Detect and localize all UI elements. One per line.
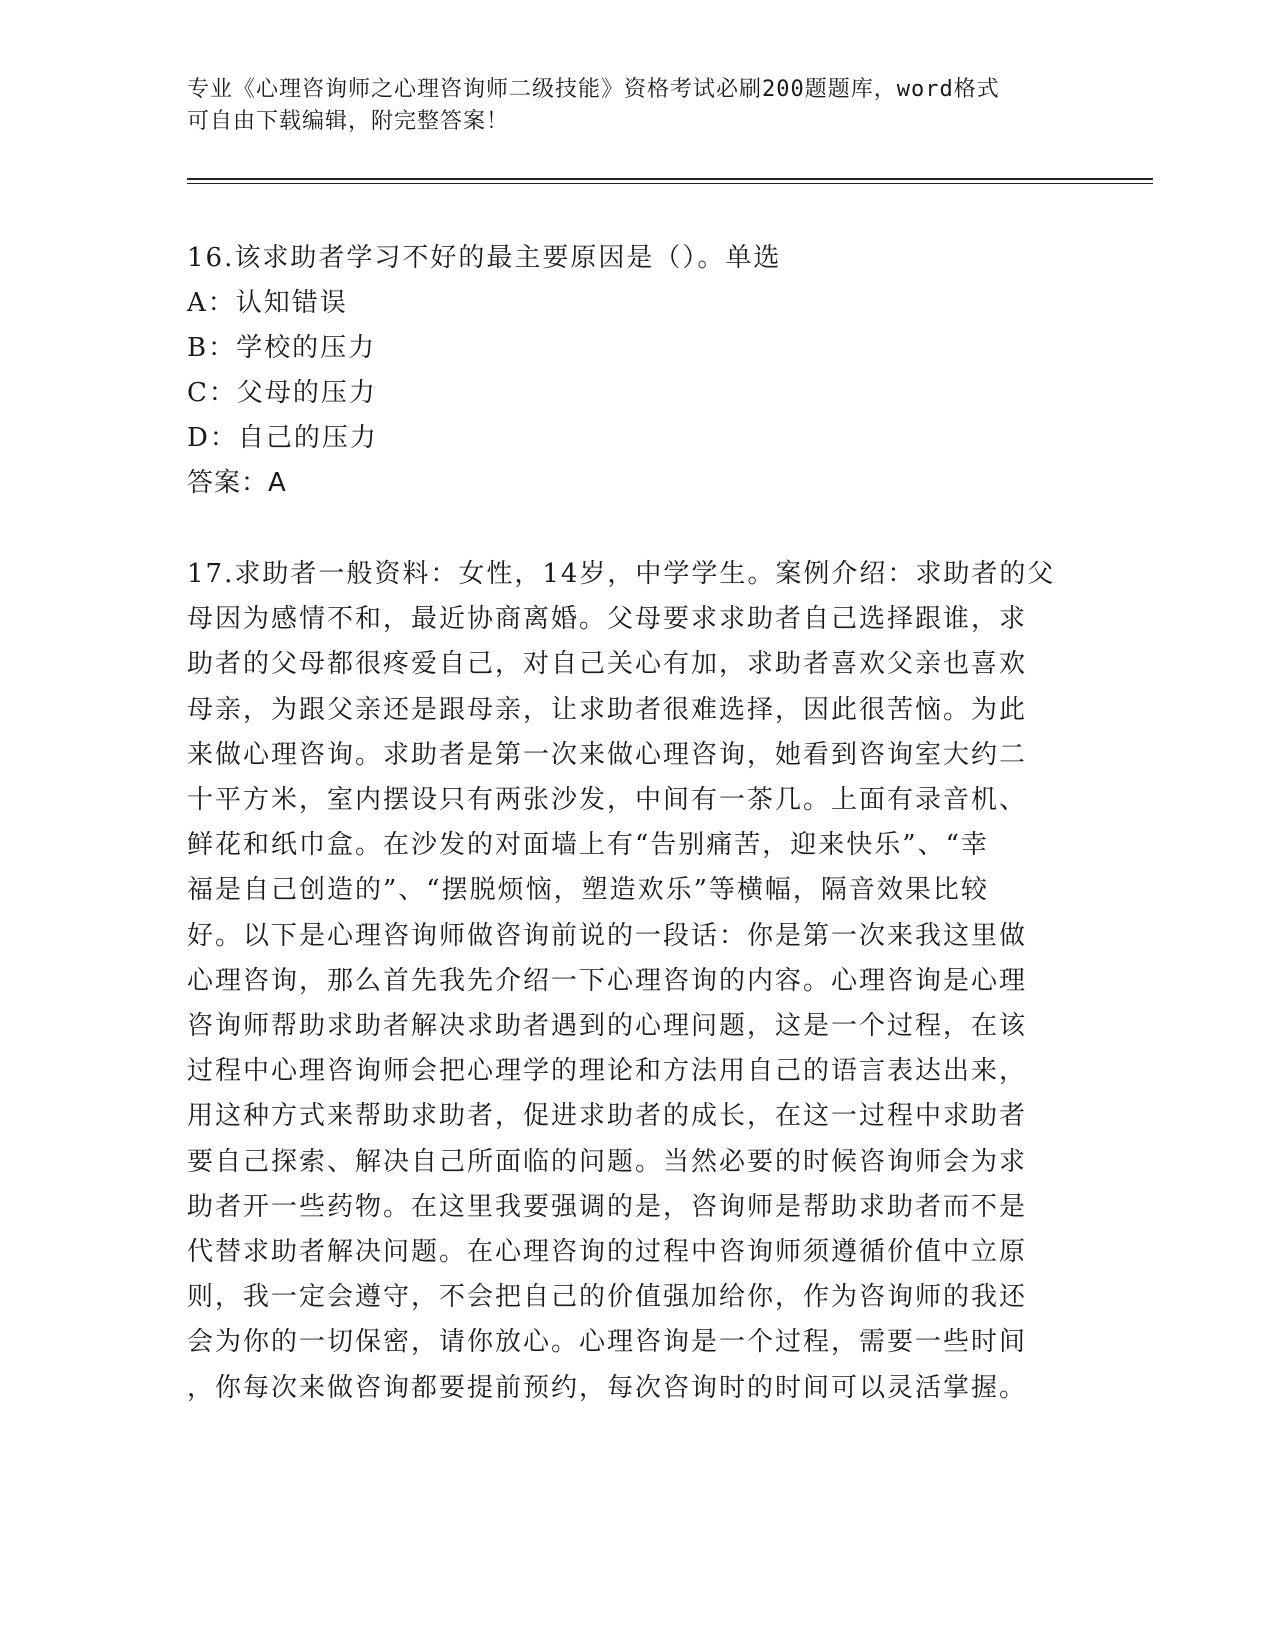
paragraph-line: 助者开一些药物。在这里我要强调的是，咨询师是帮助求助者而不是 [187,1191,1028,1222]
paragraph-line: 代替求助者解决问题。在心理咨询的过程中咨询师须遵循价值中立原 [187,1237,1028,1268]
paragraph-line: 则，我一定会遵守，不会把自己的价值强加给你，作为咨询师的我还 [187,1282,1028,1313]
question-stem: 16.该求助者学习不好的最主要原因是（）。单选 [187,243,782,273]
paragraph-line: 鲜花和纸巾盒。在沙发的对面墙上有“告别痛苦，迎来快乐”、“幸 [187,830,989,861]
header-divider-thick [187,178,1153,180]
paragraph-line: 福是自己创造的”、“摆脱烦恼，塑造欢乐”等横幅，隔音效果比较 [187,875,989,906]
paragraph-line: 十平方米，室内摆设只有两张沙发，中间有一茶几。上面有录音机、 [187,785,1028,816]
paragraph-line: 助者的父母都很疼爱自己，对自己关心有加，求助者喜欢父亲也喜欢 [187,649,1028,680]
paragraph-line: ，你每次来做咨询都要提前预约，每次咨询时的时间可以灵活掌握。 [187,1372,1028,1403]
header-line-1: 专业《心理咨询师之心理咨询师二级技能》资格考试必刷200题题库，word格式 [187,77,1000,102]
header-divider-thin [187,183,1153,184]
paragraph-line: 要自己探索、解决自己所面临的问题。当然必要的时候咨询师会为求 [187,1146,1028,1177]
document-header [187,74,1067,138]
question-16 [187,236,1087,506]
paragraph-line: 来做心理咨询。求助者是第一次来做心理咨询，她看到咨询室大约二 [187,739,1028,770]
header-line-2: 可自由下载编辑，附完整答案！ [187,109,510,134]
question-17 [187,552,1087,1411]
paragraph-line: 17.求助者一般资料：女性，14岁，中学学生。案例介绍：求助者的父 [187,559,1056,589]
paragraph-line: 母因为感情不和，最近协商离婚。父母要求求助者自己选择跟谁，求 [187,604,1028,635]
paragraph-line: 用这种方式来帮助求助者，促进求助者的成长，在这一过程中求助者 [187,1101,1028,1132]
paragraph-line: 母亲，为跟父亲还是跟母亲，让求助者很难选择，因此很苦恼。为此 [187,694,1028,725]
option-b: B：学校的压力 [187,333,377,363]
option-d: D：自己的压力 [187,423,378,453]
option-a: A：认知错误 [187,288,348,318]
paragraph-line: 过程中心理咨询师会把心理学的理论和方法用自己的语言表达出来， [187,1056,1028,1087]
paragraph-line: 会为你的一切保密，请你放心。心理咨询是一个过程，需要一些时间 [187,1327,1028,1358]
paragraph-line: 咨询师帮助求助者解决求助者遇到的心理问题，这是一个过程，在该 [187,1011,1028,1042]
option-c: C：父母的压力 [187,378,377,408]
paragraph-line: 好。以下是心理咨询师做咨询前说的一段话：你是第一次来我这里做 [187,920,1028,951]
answer-line: 答案：A [187,468,287,498]
paragraph-line: 心理咨询，那么首先我先介绍一下心理咨询的内容。心理咨询是心理 [187,965,1028,996]
